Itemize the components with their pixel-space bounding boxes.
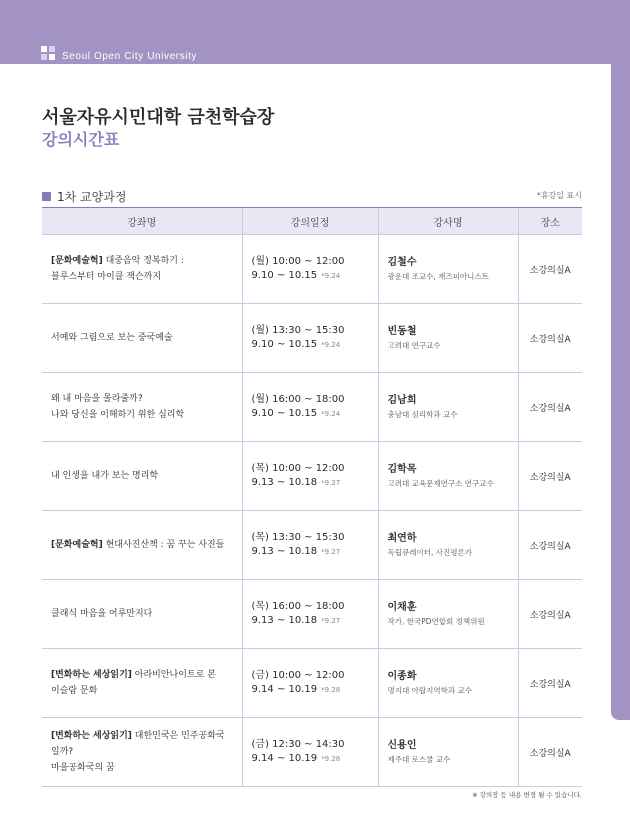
university-name: Seoul Open City University xyxy=(62,51,198,62)
class-time: (금) 12:30 ~ 14:30 xyxy=(251,739,345,750)
class-dates: 9.10 ~ 10.15 xyxy=(251,270,318,281)
schedule-cell xyxy=(242,580,378,649)
course-category: [문화예술혁] xyxy=(51,256,103,266)
instructor-cell xyxy=(378,580,518,649)
schedule-cell xyxy=(242,235,378,304)
place-cell: 소강의실A xyxy=(518,373,582,442)
course-title: 현대사진산책 : 꿈 꾸는 사진들 xyxy=(102,540,225,550)
class-dates-line xyxy=(252,545,369,559)
schedule-table xyxy=(42,207,582,787)
course-name xyxy=(51,667,233,699)
course-name xyxy=(51,468,233,484)
side-page-tab xyxy=(611,64,630,720)
course-category: [문화예술혁] xyxy=(51,540,103,550)
class-dates-line xyxy=(252,269,369,283)
page-subtitle: 강의시간표 xyxy=(42,130,120,149)
course-title-line2: 나와 당신을 이해하기 위한 심리학 xyxy=(51,410,185,420)
class-dates: 9.13 ~ 10.18 xyxy=(251,546,318,557)
instructor-affiliation: 제주대 로스쿨 교수 xyxy=(387,755,451,764)
class-time: (월) 13:30 ~ 15:30 xyxy=(251,325,345,336)
class-dates: 9.13 ~ 10.18 xyxy=(251,477,318,488)
instructor-cell xyxy=(378,511,518,580)
instructor-name: 김학목 xyxy=(387,464,417,475)
instructor-name: 최연하 xyxy=(387,533,417,544)
footer-note: ※ 강의장 등 내용 변경 될 수 있습니다. xyxy=(472,791,582,799)
schedule-cell xyxy=(242,718,378,787)
class-dates: 9.14 ~ 10.19 xyxy=(251,684,318,695)
header-schedule: 강의일정 xyxy=(242,208,378,235)
holiday-date: *9.27 xyxy=(321,548,341,556)
class-dates-line xyxy=(252,407,369,421)
class-dates: 9.14 ~ 10.19 xyxy=(251,753,318,764)
holiday-date: *9.24 xyxy=(321,410,341,418)
class-time: (목) 10:00 ~ 12:00 xyxy=(251,463,345,474)
place-cell: 소강의실A xyxy=(518,304,582,373)
class-time: (목) 13:30 ~ 15:30 xyxy=(251,532,345,543)
instructor-cell xyxy=(378,649,518,718)
section-heading xyxy=(42,188,126,205)
instructor-cell xyxy=(378,373,518,442)
course-name xyxy=(51,728,233,776)
class-time: (월) 10:00 ~ 12:00 xyxy=(251,256,345,267)
course-cell xyxy=(42,580,242,649)
table-row xyxy=(42,511,582,580)
instructor-affiliation: 독립큐레이터, 사진평론가 xyxy=(387,548,472,557)
instructor-cell xyxy=(378,304,518,373)
schedule-cell xyxy=(242,304,378,373)
instructor-cell xyxy=(378,718,518,787)
instructor-cell xyxy=(378,235,518,304)
course-title-line2: 이슬람 문화 xyxy=(51,686,98,696)
instructor-name: 신용인 xyxy=(387,740,417,751)
schedule-cell xyxy=(242,649,378,718)
instructor-name: 김철수 xyxy=(387,257,417,268)
course-title: 클래식 마음을 어루만지다 xyxy=(51,609,153,619)
table-row xyxy=(42,373,582,442)
course-cell xyxy=(42,649,242,718)
instructor-name: 빈동철 xyxy=(387,326,417,337)
course-cell xyxy=(42,235,242,304)
instructor-name: 이채훈 xyxy=(387,602,417,613)
place-cell: 소강의실A xyxy=(518,649,582,718)
instructor-name: 김남희 xyxy=(387,395,417,406)
course-title: 아라비안나이트로 본 xyxy=(131,670,216,680)
class-time: (월) 16:00 ~ 18:00 xyxy=(251,394,345,405)
course-name xyxy=(51,391,233,423)
course-title: 서예와 그림으로 보는 중국예술 xyxy=(51,333,173,343)
place-cell: 소강의실A xyxy=(518,580,582,649)
course-cell xyxy=(42,442,242,511)
course-title: 왜 내 마음을 몰라줄까? xyxy=(51,394,143,404)
instructor-affiliation: 고려대 교육문제연구소 연구교수 xyxy=(387,479,494,488)
course-title: 대한민국은 민주공화국일까? xyxy=(51,731,225,757)
course-name xyxy=(51,537,233,553)
course-category: [변화하는 세상읽기] xyxy=(51,670,132,680)
class-dates: 9.10 ~ 10.15 xyxy=(251,339,318,350)
schedule-cell xyxy=(242,442,378,511)
table-row xyxy=(42,649,582,718)
holiday-date: *9.27 xyxy=(321,617,341,625)
place-cell: 소강의실A xyxy=(518,442,582,511)
course-cell xyxy=(42,511,242,580)
instructor-affiliation: 작가, 한국PD연합회 정책위원 xyxy=(387,617,485,626)
holiday-date: *9.28 xyxy=(321,686,341,694)
course-title: 내 인생을 내가 보는 명리학 xyxy=(51,471,159,481)
course-name xyxy=(51,606,233,622)
instructor-affiliation: 충남대 심리학과 교수 xyxy=(387,410,458,419)
holiday-date: *9.24 xyxy=(321,341,341,349)
instructor-name: 이종화 xyxy=(387,671,417,682)
place-cell: 소강의실A xyxy=(518,718,582,787)
table-row xyxy=(42,580,582,649)
table-header-row xyxy=(42,208,582,235)
section-label: 1차 교양과정 xyxy=(57,190,127,204)
course-title-line2: 마을공화국의 꿈 xyxy=(51,763,115,773)
instructor-affiliation: 명지대 아랍지역학과 교수 xyxy=(387,686,472,695)
class-dates: 9.10 ~ 10.15 xyxy=(251,408,318,419)
table-row xyxy=(42,442,582,511)
page-title: 서울자유시민대학 금천학습장 xyxy=(42,107,275,128)
course-name xyxy=(51,253,233,285)
header-course: 강좌명 xyxy=(42,208,242,235)
holiday-date: *9.28 xyxy=(321,755,341,763)
class-dates-line xyxy=(252,338,369,352)
class-time: (금) 10:00 ~ 12:00 xyxy=(251,670,345,681)
class-dates-line xyxy=(252,752,369,766)
place-cell: 소강의실A xyxy=(518,511,582,580)
table-row xyxy=(42,235,582,304)
course-cell xyxy=(42,718,242,787)
course-title-line2: 블루스부터 마이클 잭슨까지 xyxy=(51,272,162,282)
holiday-date: *9.24 xyxy=(321,272,341,280)
holiday-note: *휴강일 표시 xyxy=(536,191,582,200)
table-row xyxy=(42,304,582,373)
holiday-date: *9.27 xyxy=(321,479,341,487)
instructor-cell xyxy=(378,442,518,511)
university-logo-icon xyxy=(41,46,55,60)
class-dates-line xyxy=(252,614,369,628)
class-dates-line xyxy=(252,476,369,490)
header-instructor: 강사명 xyxy=(378,208,518,235)
class-dates-line xyxy=(252,683,369,697)
instructor-affiliation: 광운대 조교수, 재즈피아니스트 xyxy=(387,272,489,281)
course-cell xyxy=(42,373,242,442)
schedule-cell xyxy=(242,373,378,442)
place-cell: 소강의실A xyxy=(518,235,582,304)
course-title: 대중음악 정복하기 : xyxy=(102,256,184,266)
course-name xyxy=(51,330,233,346)
header-place: 장소 xyxy=(518,208,582,235)
schedule-cell xyxy=(242,511,378,580)
table-row xyxy=(42,718,582,787)
class-time: (목) 16:00 ~ 18:00 xyxy=(251,601,345,612)
instructor-affiliation: 고려대 연구교수 xyxy=(387,341,441,350)
course-category: [변화하는 세상읽기] xyxy=(51,731,132,741)
class-dates: 9.13 ~ 10.18 xyxy=(251,615,318,626)
section-square-icon xyxy=(42,192,51,201)
course-cell xyxy=(42,304,242,373)
